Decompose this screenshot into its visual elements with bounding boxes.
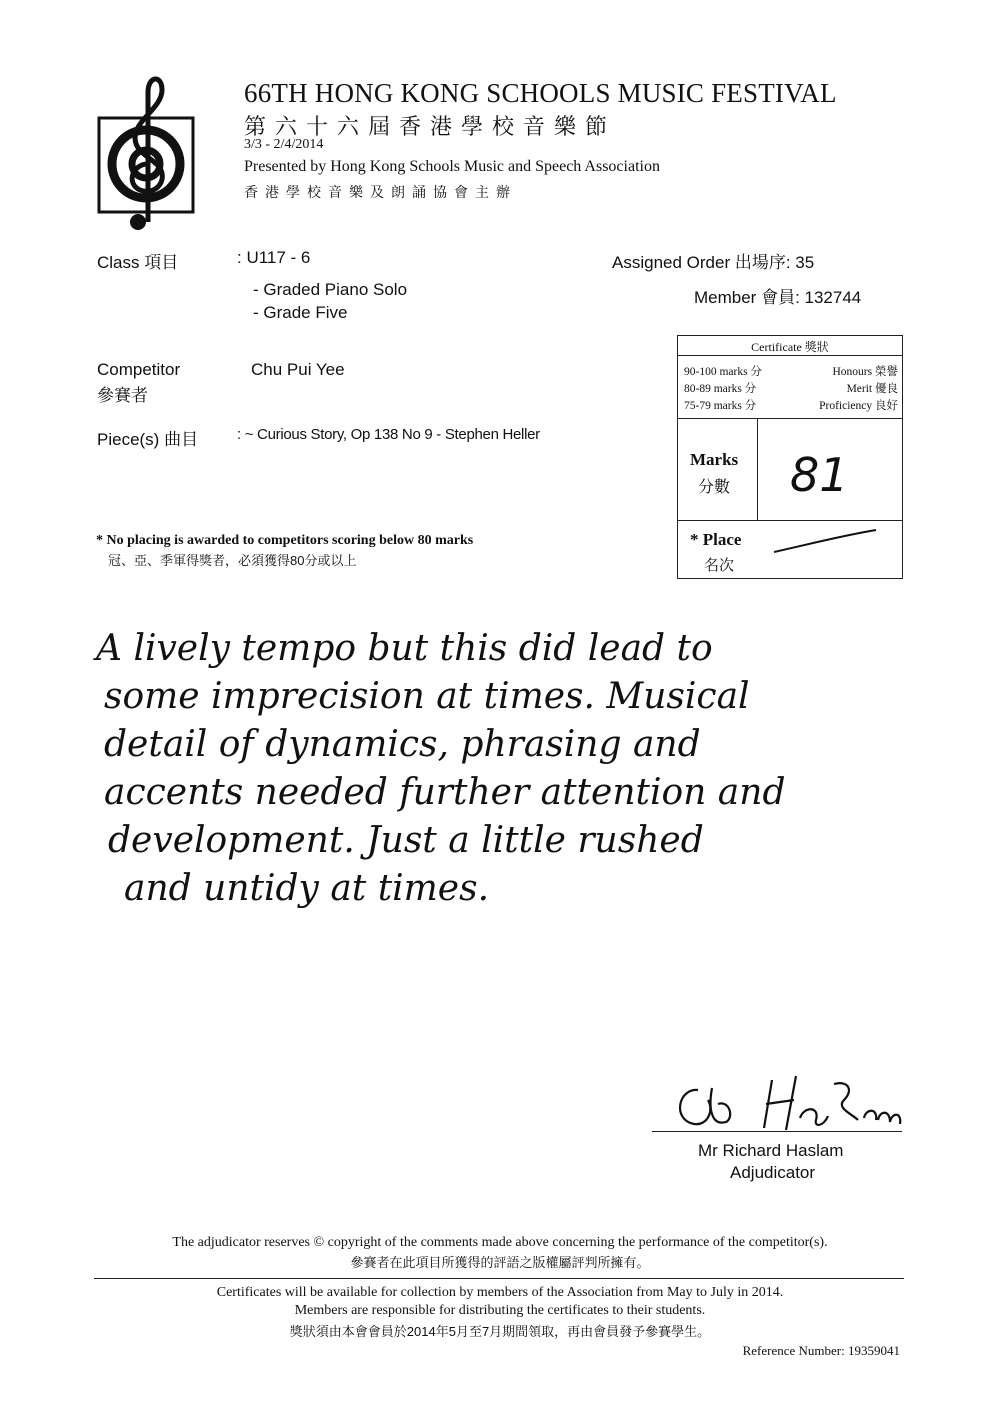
copyright-note: The adjudicator reserves © copyright of the comments made above concerning the performance of the competitor(s). bbox=[172, 1235, 828, 1250]
class-label: Class 項目 bbox=[97, 253, 179, 272]
class-value: : U117 - 6 bbox=[237, 248, 311, 267]
comment-line: detail of dynamics, phrasing and bbox=[104, 724, 701, 765]
footer-divider bbox=[94, 1278, 904, 1279]
certificate-award: Proficiency 良好 bbox=[819, 400, 898, 412]
reference-number: Reference Number: 19359041 bbox=[742, 1343, 900, 1358]
member-number: Member 會員: 132744 bbox=[694, 288, 862, 307]
adjudicator-signature bbox=[668, 1070, 908, 1140]
class-description-1: - Graded Piano Solo bbox=[253, 280, 408, 299]
festival-dates: 3/3 - 2/4/2014 bbox=[244, 137, 324, 152]
certificate-divider bbox=[678, 520, 902, 521]
signature-line bbox=[652, 1131, 902, 1132]
certificate-award: Honours 榮譽 bbox=[832, 366, 898, 378]
festival-title: 66TH HONG KONG SCHOOLS MUSIC FESTIVAL bbox=[244, 78, 837, 108]
certificate-divider bbox=[678, 355, 902, 356]
comment-line: some imprecision at times. Musical bbox=[104, 676, 750, 717]
certificates-note-1: Certificates will be available for collection by members of the Association from May to July in 2014. bbox=[216, 1285, 784, 1300]
assigned-order: Assigned Order 出場序: 35 bbox=[612, 253, 815, 272]
certificate-divider bbox=[678, 418, 902, 419]
marks-divider bbox=[757, 418, 758, 520]
marks-label: Marks bbox=[690, 450, 739, 469]
no-placing-note: * No placing is awarded to competitors scoring below 80 marks bbox=[96, 533, 474, 548]
pieces-value: : ~ Curious Story, Op 138 No 9 - Stephen Heller bbox=[237, 426, 540, 443]
comment-line: A lively tempo but this did lead to bbox=[96, 628, 713, 669]
comment-line: and untidy at times. bbox=[124, 868, 490, 909]
pieces-label: Piece(s) 曲目 bbox=[97, 430, 199, 449]
certificate-award: Merit 優良 bbox=[846, 383, 898, 395]
festival-title-zh: 第六十六屆香港學校音樂節 bbox=[244, 114, 617, 139]
marks-value: 81 bbox=[790, 448, 849, 502]
certificates-note-zh: 獎狀須由本會會員於2014年5月至7月期間領取，再由會員發予參賽學生。 bbox=[289, 1324, 711, 1339]
presented-by-zh: 香港學校音樂及朗誦協會主辦 bbox=[244, 186, 517, 201]
place-empty-stroke bbox=[770, 526, 880, 556]
place-label-zh: 名次 bbox=[704, 557, 735, 574]
certificate-row-honours bbox=[684, 363, 898, 379]
certificate-range: 75-79 marks 分 bbox=[684, 400, 757, 412]
certificate-row-merit bbox=[684, 380, 898, 396]
class-description-2: - Grade Five bbox=[253, 303, 348, 322]
certificates-note-2: Members are responsible for distributing the certificates to their students. bbox=[294, 1303, 706, 1318]
competitor-name: Chu Pui Yee bbox=[251, 360, 345, 379]
adjudicator-comment bbox=[90, 612, 910, 952]
copyright-note-zh: 參賽者在此項目所獲得的評語之版權屬評判所擁有。 bbox=[350, 1255, 650, 1270]
certificate-row-proficiency bbox=[684, 397, 898, 413]
adjudicator-name: Mr Richard Haslam bbox=[698, 1141, 844, 1160]
certificate-box bbox=[677, 335, 903, 579]
comment-line: development. Just a little rushed bbox=[108, 820, 704, 861]
adjudicator-title: Adjudicator bbox=[730, 1163, 816, 1182]
presented-by: Presented by Hong Kong Schools Music and Speech Association bbox=[244, 158, 660, 175]
no-placing-note-zh: 冠、亞、季軍得獎者，必須獲得80分或以上 bbox=[108, 553, 357, 568]
comment-line: accents needed further attention and bbox=[104, 772, 786, 813]
competitor-label: Competitor bbox=[97, 360, 181, 379]
certificate-range: 90-100 marks 分 bbox=[684, 366, 762, 378]
place-label: * Place bbox=[690, 530, 742, 549]
competitor-label-zh: 參賽者 bbox=[97, 386, 148, 405]
marks-label-zh: 分數 bbox=[698, 479, 731, 496]
certificate-title: Certificate 獎狀 bbox=[751, 340, 829, 354]
treble-clef-logo-icon bbox=[96, 72, 196, 232]
certificate-range: 80-89 marks 分 bbox=[684, 383, 757, 395]
